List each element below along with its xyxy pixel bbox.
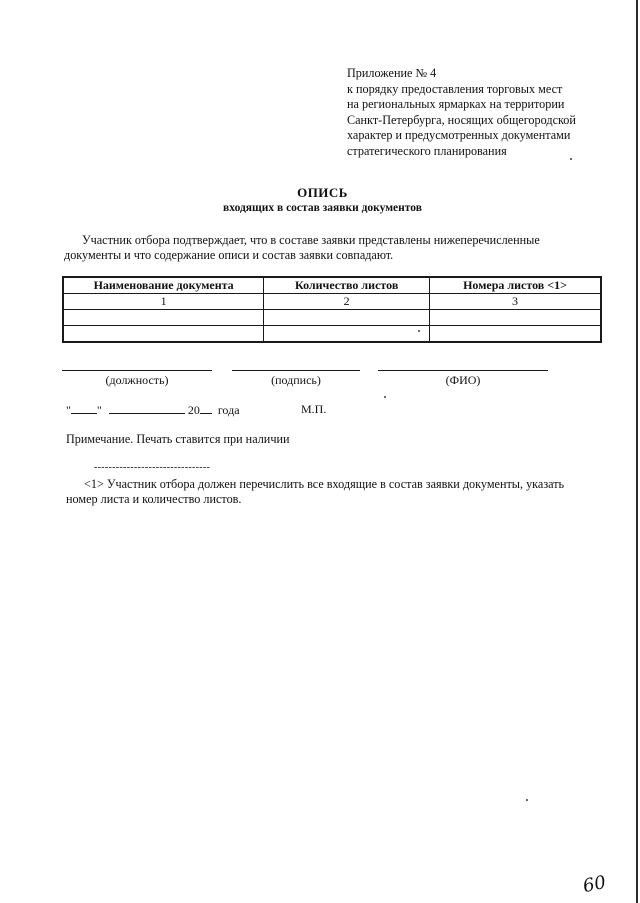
table-row — [63, 326, 601, 343]
appendix-line: Санкт-Петербурга, носящих общегородской — [347, 112, 576, 127]
year-suffix: года — [217, 403, 240, 417]
document-title — [0, 184, 640, 216]
appendix-line: на региональных ярмарках на территории — [347, 97, 565, 112]
day-blank — [71, 402, 97, 414]
documents-table — [62, 276, 602, 343]
position-label: (должность) — [105, 373, 169, 387]
title-main: ОПИСЬ — [297, 185, 348, 200]
table-row — [63, 310, 601, 326]
year-blank — [200, 402, 212, 414]
date-open-quote: " — [66, 403, 71, 417]
table-cell: 3 — [430, 294, 601, 310]
handwritten-page-number: 60 — [581, 871, 608, 898]
scan-speck — [418, 330, 420, 332]
table-cell — [430, 326, 601, 343]
table-cell — [63, 310, 264, 326]
footnote-separator: -------------------------------- — [94, 462, 211, 473]
full-name-label: (ФИО) — [445, 373, 481, 387]
table-cell: 1 — [63, 294, 264, 310]
signature-label: (подпись) — [271, 373, 321, 387]
date-row — [66, 402, 240, 418]
table-header-row — [63, 277, 601, 294]
title-subtitle: входящих в состав заявки документов — [223, 202, 422, 214]
scan-speck — [570, 158, 572, 160]
table-numbering-row — [63, 294, 601, 310]
table-cell: 2 — [264, 294, 430, 310]
column-header-document-name: Наименование документа — [63, 277, 264, 294]
stamp-place: М.П. — [301, 402, 327, 416]
table-cell — [264, 310, 430, 326]
appendix-line: к порядку предоставления торговых мест — [347, 81, 563, 96]
intro-paragraph — [64, 233, 592, 263]
note-text: Примечание. Печать ставится при наличии — [66, 432, 290, 446]
footnote — [66, 477, 606, 507]
appendix-line: характер и предусмотренных документами — [347, 128, 571, 143]
table-cell — [430, 310, 601, 326]
table-cell — [63, 326, 264, 343]
intro-line: документы и что содержание описи и состав заявки совпадают. — [64, 248, 394, 262]
scan-speck — [526, 799, 528, 801]
column-header-sheet-count: Количество листов — [264, 277, 430, 294]
position-line — [62, 370, 212, 371]
full-name-line — [378, 370, 548, 371]
appendix-header — [347, 66, 617, 160]
intro-line: Участник отбора подтверждает, что в составе заявки представлены нижеперечисленные — [82, 233, 540, 247]
date-close-quote: " — [96, 403, 102, 417]
year-prefix: 20 — [187, 403, 200, 417]
signature-line — [232, 370, 360, 371]
footnote-line: <1> Участник отбора должен перечислить все входящие в состав заявки документы, указать — [84, 477, 565, 491]
appendix-line: Приложение № 4 — [347, 66, 437, 80]
scan-speck — [384, 396, 386, 398]
month-blank — [109, 402, 185, 414]
column-header-sheet-numbers: Номера листов <1> — [430, 277, 601, 294]
appendix-line: стратегического планирования — [347, 143, 507, 158]
table-cell — [264, 326, 430, 343]
footnote-line: номер листа и количество листов. — [66, 492, 242, 506]
